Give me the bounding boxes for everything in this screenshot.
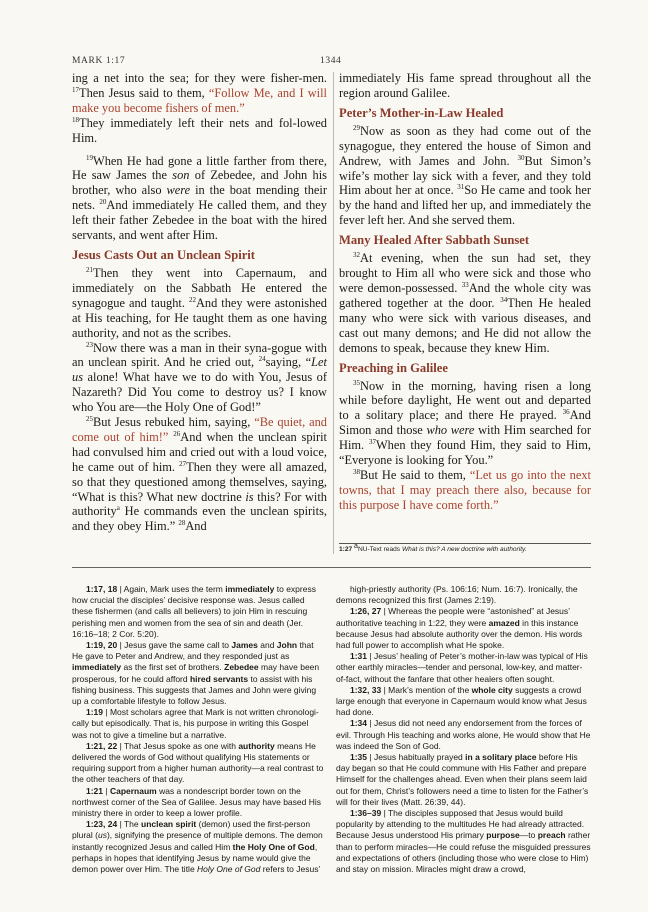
note-text: Mark’s mention of the [388,684,472,695]
words-of-christ: “Follow Me, and I will make you become fishers of men.” [72,85,327,115]
note-text: The disciples supposed that Jesus would build popularity by attending to the multitudes He had already attracted. Because Jesus understood His primary [336,808,585,841]
footnote-marker[interactable]: a [116,504,120,513]
verse-paragraph: $^{29}$Now as soon as they had come out of the synagogue, they entered the house of Simon and Andrew, with James and John. $^{30}$But Simon’s wife’s mother lay sick with a fever, and they told Him about her at once. $^{31}$So He came and took her by the hand and lifted her up, and immediately the fever left her. And she served them. [339,123,592,228]
verse-paragraph: $^{35}$Now in the morning, having risen a long while before daylight, He went out and departed to a solitary place; and there He prayed. $^{36}$And Simon and those who were with Him searched for Him. $^{37}$When they found Him, they said to Him, “Everyone is looking for You.” [339,378,591,468]
header-reference: MARK 1:17 [72,56,126,66]
study-note: 1:19, 20 | Jesus gave the same call to James and John that He gave to Peter and Andrew, and they responded just as immediately as the first set of brothers. Zebedee may have been prosperous, for he could afford hired servants to assist with his fishing business. This suggests that James and John were giving up a comfortable lifestyle to follow Jesus. [72,640,320,707]
note-text: immediately [225,584,275,594]
textual-footnote: 1:27 $^a$NU-Text reads What is this? A new doctrine with authority. [339,542,527,553]
note-text: rather than to perform miracles—He could refuse the misguided pressures and expectations of others (including those who were close to Him) and stay on mission. Miracles might draw a crowd, [336,830,591,875]
note-reference: 1:21 [86,785,104,796]
study-note: 1:32, 33 | Mark’s mention of the whole city suggests a crowd large enough that everyone in Capernaum would know what Jesus had done. [336,684,587,718]
study-note: 1:31 | Jesus’ healing of Peter’s mother-in-law was typical of His other earthly miracles—tender and personal, low-key, and matter-of-fact, without the fanfare that other healers often sought. [336,651,588,684]
study-note: 1:34 | Jesus did not need any endorsement from the forces of evil. Through His teaching and works alone, He would show that He was indeed the Son of God. [336,718,591,751]
note-reference: 1:26, 27 [350,606,382,617]
verse-paragraph: immediately His fame spread throughout all the region around Galilee. [339,71,591,100]
note-text: amazed [488,617,520,628]
note-text: immediately [72,662,122,673]
note-text: was a nondescript border town on the northwest corner of the Sea of Galilee. Jesus may have based His ministry there in order to keep a lower profile. [72,785,321,819]
note-text: the Holy One of God [232,841,315,852]
verse-paragraph: $^{38}$But He said to them, “Let us go into the next towns, that I may preach there also, because for this purpose I have come forth.” [339,467,591,512]
verse-paragraph: ing a net into the sea; for they were fisher-men. $^{17}$Then Jesus said to them, “Follow Me, and I will make you become fishers of men.” $^{18}$They immediately left their nets and fol-lowed Him. [72,71,327,145]
note-reference: 1:21, 22 [86,740,118,751]
section-heading: Preaching in Galilee [339,360,448,375]
study-note: 1:17, 18 | Again, Mark uses the term immediately to express how crucial the disciples’ decisive response was. Jesus called these fishermen (and calls all believers) to join Him in rescuing perishing men and women from the sea of sin and death (Jer. 16:16–18; 2 Cor. 5:20). [72,584,316,639]
note-text: The [123,819,141,830]
note-text: (demon) used the first-person plural ( [72,819,311,841]
note-text: That Jesus spoke as one with [123,740,239,751]
study-note: 1:21, 22 | That Jesus spoke as one with authority means He delivered the words of God without qualifying His statements or requiring support from a higher human authority—a real contrast to the other teachers of that day. [72,740,324,785]
section-heading: Jesus Casts Out an Unclean Spirit [72,247,255,262]
note-reference: 1:31 [350,651,368,662]
note-reference: 1:35 [350,752,368,763]
study-note: 1:19 | Most scholars agree that Mark is not written chronologi-cally but episodically. That is, his purpose in writing this Gospel was not to give a timeline but a narrative. [72,707,319,740]
note-text: before His day began so that He could commune with His Father and prepare Himself for the challenges ahead. Even when their plans seem laid out for them, Christ’s followers need a time to listen for the Father’s will for their lives (Matt. 26:39, 44). [336,752,589,807]
study-note: 1:35 | Jesus habitually prayed in a solitary place before His day began so that He could commune with His Father and prepare Himself for the challenges ahead. Even when their plans seem laid out for them, Christ’s followers need a time to listen for the Father’s will for their lives (Matt. 26:39, 44). [336,752,589,807]
note-text: Jesus did not need any endorsement from the forces of evil. Through His teaching and works alone, He would show that He was indeed the Son of God. [336,718,591,751]
note-text: suggests a crowd large enough that everyone in Capernaum would know what Jesus had done. [336,684,587,718]
scripture-column-left [72,71,327,534]
verse-paragraph: $^{21}$Then they went into Capernaum, and immediately on the Sabbath He entered the synagogue and taught. $^{22}$And they were astonished at His teaching, for He taught them as one having authority, and not as the scribes. [72,265,327,340]
study-note: 1:26, 27 | Whereas the people were “astonished” at Jesus’ authoritative teaching in 1:22, they were amazed in this instance because Jesus had absolute authority over the demon. His words had full power to accomplish what He spoke. [336,606,583,651]
note-text: to assist with his fishing business. This suggests that James and John were giving up a comfortable lifestyle to follow Jesus. [72,673,317,707]
note-text: high-priestly authority (Ps. 106:16; Num. 16:7). Ironically, the demons recognized this first (James 2:19). [336,584,578,606]
note-text: ), signifying the presence of multiple demons. The demon instantly recognized Jesus and called Him [72,830,323,852]
verse-paragraph: $^{23}$Now there was a man in their syna-gogue with an unclean spirit. And he cried out, $^{24}$saying, “Let us alone! What have we to do with You, Jesus of Nazareth? Did You come to destroy us? I know who You are—the Holy One of God!” [72,340,327,415]
note-text: Most scholars agree that Mark is not written chronologi-cally but episodically. That is, his purpose in writing this Gospel was not to give a timeline but a narrative. [72,707,319,740]
note-text: hired servants [189,673,249,684]
note-reference: 1:17, 18 [86,584,118,594]
note-text: purpose [486,830,520,841]
study-note: 1:21 | Capernaum was a nondescript border town on the northwest corner of the Sea of Galilee. Jesus may have based His ministry there in order to keep a lower profile. [72,785,321,819]
note-reference: 1:34 [350,718,368,729]
note-text: and [257,640,277,651]
note-text: us [97,830,107,841]
note-text: John [276,640,298,651]
note-text: as the first set of brothers. [121,662,225,673]
note-text: James [231,640,258,651]
footnote-rule [339,543,591,544]
note-text: —to [519,830,538,841]
note-text: , perhaps in hopes that identifying Jesus by name would give the demon power over Him. The title [72,841,318,875]
note-reference: 1:19, 20 [86,640,118,651]
study-note: 1:36–39 | The disciples supposed that Jesus would build popularity by attending to the multitudes He had already attracted. Because Jesus understood His primary purpose—to preach rather than to perform miracles—He could refuse the misguided pressures and expectations of others (including those who were close to Him) and stay on mission. Miracles might draw a crowd, [336,808,591,875]
section-heading: Many Healed After Sabbath Sunset [339,233,530,248]
note-text: in a solitary place [465,752,537,763]
column-divider [333,72,334,554]
note-text: Jesus’ healing of Peter’s mother-in-law was typical of His other earthly miracles—tender and personal, low-key, and matter-of-fact, without the fanfare that other healers often sought. [336,651,588,684]
note-reference: 1:23, 24 [86,819,118,830]
note-text: authority [238,740,275,751]
verse-paragraph: $^{32}$At evening, when the sun had set, they brought to Him all who were sick and those who were demon-possessed. $^{33}$And the whole city was gathered together at the door. $^{34}$Then He healed many who were sick with various diseases, and cast out many demons; and He did not allow the demons to speak, because they knew Him. [339,251,592,355]
study-notes-left [72,584,324,875]
note-reference: 1:19 [86,707,104,718]
verse-paragraph: $^{25}$But Jesus rebuked him, saying, “Be quiet, and come out of him!” $^{26}$And when the unclean spirit had convulsed him and cried out with a loud voice, he came out of him. $^{27}$Then they were all amazed, so that they questioned among themselves, saying, “What is this? What new doctrine is this? For with authority$^a$ He commands even the unclean spirits, and they obey Him.” $^{28}$And [72,414,327,534]
running-header [72,56,592,70]
note-text: unclean spirit [141,819,197,830]
note-text: Again, Mark uses the term [123,584,226,594]
note-text: refers to Jesus’ [260,864,321,875]
note-text: means He delivered the words of God without qualifying His statements or requiring support from a higher human authority—a real contrast to the other teachers of that day. [72,740,324,785]
section-heading: Peter’s Mother-in-Law Healed [339,105,504,120]
note-text: Capernaum [109,785,157,796]
note-text: may have been prosperous, for he could afford [72,662,320,684]
words-of-christ: “Let us go into the next towns, that I may preach there also, because for this purpose I have come forth.” [339,467,591,512]
study-notes-rule [72,567,591,568]
note-text: in this instance because Jesus had absolute authority over the demon. His words had full power to accomplish what He spoke. [336,617,583,651]
study-note [336,584,591,606]
scripture-column-right [339,71,591,513]
page-number: 1344 [320,56,342,66]
verse-paragraph: $^{19}$When He had gone a little farther from there, He saw James the son of Zebedee, and John his brother, who also were in the boat mending their nets. $^{20}$And immediately He called them, and they left their father Zebedee in the boat with the hired servants, and went after Him. [72,153,327,243]
note-text: preach [537,830,566,841]
note-reference: 1:36–39 [350,808,382,819]
note-text: that He gave to Peter and Andrew, and they responded just as [72,640,314,662]
words-of-christ: “Be quiet, and come out of him!” [72,415,327,444]
note-text: Jesus habitually prayed [373,752,466,763]
note-text: Jesus gave the same call to [124,640,232,651]
note-text: Zebedee [224,662,259,673]
note-reference: 1:32, 33 [350,684,382,695]
study-note: 1:23, 24 | The unclean spirit (demon) used the first-person plural (us), signifying the presence of multiple demons. The demon instantly recognized Jesus and called Him the Holy One of God, perhaps in hopes that identifying Jesus by name would give the demon power over Him. The title Holy One of God refers to Jesus’ [72,819,323,875]
study-notes-right [336,584,591,875]
note-text: whole city [471,684,513,695]
note-text: Holy One of God [197,864,261,875]
note-text: Whereas the people were “astonished” at Jesus’ authoritative teaching in 1:22, they were [336,606,570,628]
note-text: to express how crucial the disciples’ decisive response was. Jesus called these fishermen (and calls all believers) to join Him in rescuing perishing men and women from the sea of sin and death (Jer. 16:16–18; 2 Cor. 5:20). [72,584,316,639]
